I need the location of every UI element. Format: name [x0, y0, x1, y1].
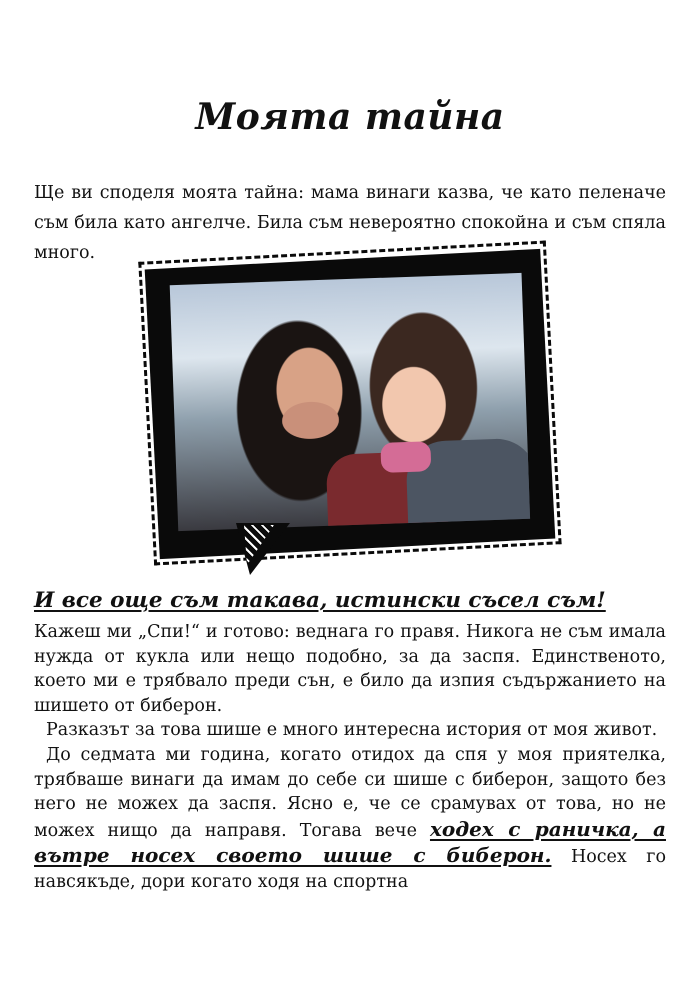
- photo-mother-and-daughter: [170, 273, 530, 531]
- highlighted-phrase: ходех с раничка, а вътре носех своето шише с биберон.: [34, 816, 666, 868]
- paragraph: Разказът за това шише е много интересна история от моя живот.: [46, 720, 658, 741]
- photo-frame: [145, 249, 556, 559]
- pink-scarf: [380, 441, 431, 473]
- section-headline: И все още съм такава, истински съсел съм!: [34, 588, 606, 613]
- paragraph-text: До седмата ми година, когато отидох да спя у моя приятелка, трябваше винаги да имам до себе си шише с биберон, защото без него не можех да заспя. Ясно е, че се срамувах от това, но не можех нищо да направя. Тогава вече: [34, 744, 666, 841]
- body-text: [34, 620, 666, 895]
- photo-speech-bubble: [148, 255, 558, 585]
- paragraph-continuation: Носех го навсякъде, дори когато ходя на спортна: [34, 847, 666, 892]
- page-title: Моята тайна: [195, 96, 505, 138]
- paragraph: [34, 743, 666, 895]
- intro-paragraph: Ще ви споделя моята тайна: мама винаги казва, че като пеленаче съм била като ангелче. Била съм невероятно спокойна и съм спяла много.: [34, 183, 666, 263]
- paragraph: Кажеш ми „Спи!“ и готово: веднага го правя. Никога не съм имала нужда от кукла или нещо подобно, за да заспя. Единственото, което ми е трябвало преди сън, е било да изпия съдържанието на шишето от биберон.: [34, 622, 666, 716]
